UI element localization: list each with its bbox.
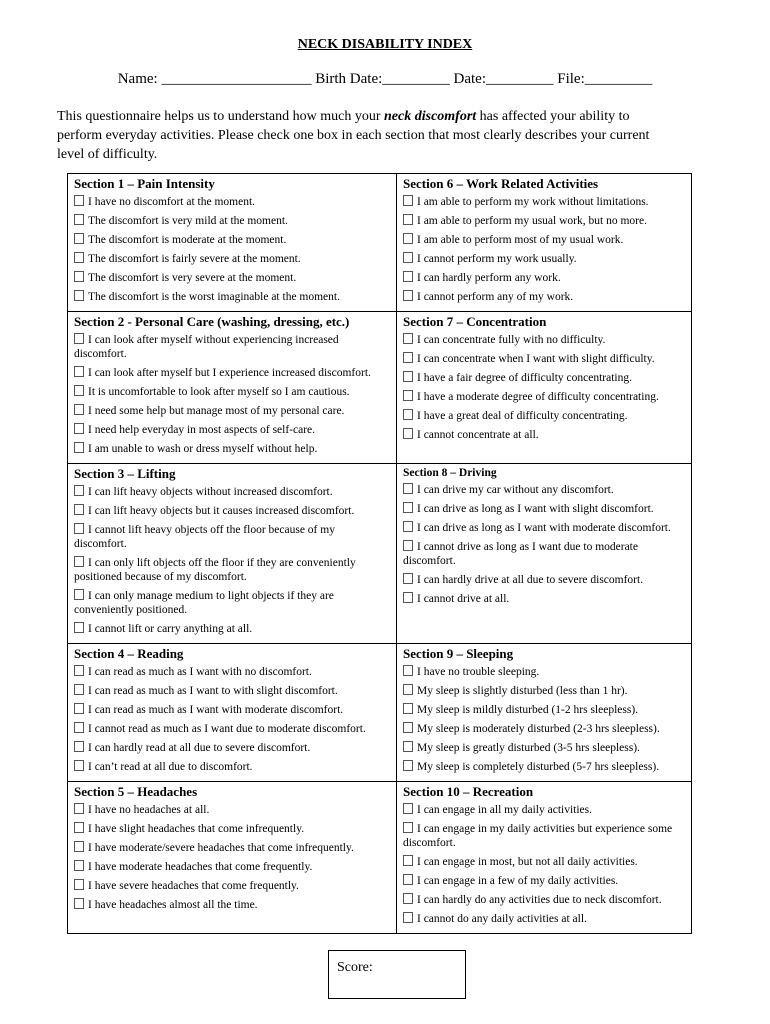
- checkbox-icon[interactable]: [403, 822, 413, 833]
- option-4-4[interactable]: I can hardly read at all due to severe discomfort.: [74, 741, 390, 755]
- option-8-4[interactable]: I can hardly drive at all due to severe discomfort.: [403, 573, 685, 587]
- intro-text-rest: has affected your ability to perform everyday activities. Please check one box in each section that most clearly describes your current level of difficulty.: [57, 109, 650, 162]
- sections-row: [68, 644, 692, 782]
- checkbox-icon[interactable]: [74, 195, 84, 206]
- option-9-0[interactable]: I have no trouble sleeping.: [403, 665, 685, 679]
- checkbox-icon[interactable]: [403, 703, 413, 714]
- checkbox-icon[interactable]: [403, 271, 413, 282]
- checkbox-icon[interactable]: [74, 684, 84, 695]
- checkbox-icon[interactable]: [403, 760, 413, 771]
- checkbox-icon[interactable]: [74, 404, 84, 415]
- option-5-0[interactable]: I have no headaches at all.: [74, 803, 390, 817]
- option-5-1[interactable]: I have slight headaches that come infrequently.: [74, 822, 390, 836]
- checkbox-icon[interactable]: [74, 214, 84, 225]
- checkbox-icon[interactable]: [74, 271, 84, 282]
- option-7-2[interactable]: I have a fair degree of difficulty concentrating.: [403, 371, 685, 385]
- checkbox-icon[interactable]: [403, 521, 413, 532]
- checkbox-icon[interactable]: [403, 665, 413, 676]
- sections-row: [68, 174, 692, 312]
- checkbox-icon[interactable]: [403, 540, 413, 551]
- option-7-0[interactable]: I can concentrate fully with no difficulty.: [403, 333, 685, 347]
- checkbox-icon[interactable]: [74, 822, 84, 833]
- checkbox-icon[interactable]: [74, 423, 84, 434]
- option-7-1[interactable]: I can concentrate when I want with slight difficulty.: [403, 352, 685, 366]
- section-title: Section 1 – Pain Intensity: [74, 176, 215, 191]
- checkbox-icon[interactable]: [74, 879, 84, 890]
- option-5-2[interactable]: I have moderate/severe headaches that come infrequently.: [74, 841, 390, 855]
- section-4: [68, 644, 397, 782]
- option-10-3[interactable]: I can engage in a few of my daily activities.: [403, 874, 685, 888]
- checkbox-icon[interactable]: [74, 233, 84, 244]
- section-1: [68, 174, 397, 312]
- checkbox-icon[interactable]: [74, 860, 84, 871]
- option-8-1[interactable]: I can drive as long as I want with slight discomfort.: [403, 502, 685, 516]
- checkbox-icon[interactable]: [403, 855, 413, 866]
- checkbox-icon[interactable]: [74, 385, 84, 396]
- option-9-1[interactable]: My sleep is slightly disturbed (less than 1 hr).: [403, 684, 685, 698]
- checkbox-icon[interactable]: [74, 703, 84, 714]
- option-1-1[interactable]: The discomfort is very mild at the moment.: [74, 214, 390, 228]
- section-6: [397, 174, 692, 312]
- checkbox-icon[interactable]: [403, 803, 413, 814]
- option-1-0[interactable]: I have no discomfort at the moment.: [74, 195, 390, 209]
- option-1-4[interactable]: The discomfort is very severe at the moment.: [74, 271, 390, 285]
- option-7-3[interactable]: I have a moderate degree of difficulty concentrating.: [403, 390, 685, 404]
- checkbox-icon[interactable]: [74, 366, 84, 377]
- checkbox-icon[interactable]: [403, 722, 413, 733]
- patient-info-line[interactable]: Name: ____________________ Birth Date:_________ Date:_________ File:_________: [117, 71, 653, 87]
- option-1-3[interactable]: The discomfort is fairly severe at the moment.: [74, 252, 390, 266]
- intro-text: This questionnaire helps us to understand how much your: [57, 109, 385, 124]
- option-8-0[interactable]: I can drive my car without any discomfort.: [403, 483, 685, 497]
- checkbox-icon[interactable]: [74, 589, 84, 600]
- option-2-5[interactable]: I am unable to wash or dress myself without help.: [74, 442, 390, 456]
- checkbox-icon[interactable]: [74, 841, 84, 852]
- checkbox-icon[interactable]: [403, 195, 413, 206]
- option-3-1[interactable]: I can lift heavy objects but it causes increased discomfort.: [74, 504, 390, 518]
- option-3-0[interactable]: I can lift heavy objects without increased discomfort.: [74, 485, 390, 499]
- option-3-2[interactable]: I cannot lift heavy objects off the floor because of my discomfort.: [74, 524, 335, 550]
- checkbox-icon[interactable]: [403, 684, 413, 695]
- option-4-2[interactable]: I can read as much as I want with moderate discomfort.: [74, 703, 390, 717]
- intro-paragraph: [57, 107, 677, 164]
- checkbox-icon[interactable]: [74, 622, 84, 633]
- option-6-2[interactable]: I am able to perform most of my usual work.: [403, 233, 685, 247]
- sections-table: [67, 173, 692, 934]
- section-10: [397, 782, 692, 934]
- option-10-4[interactable]: I can hardly do any activities due to neck discomfort.: [403, 893, 685, 907]
- checkbox-icon[interactable]: [403, 409, 413, 420]
- checkbox-icon[interactable]: [74, 504, 84, 515]
- checkbox-icon[interactable]: [403, 874, 413, 885]
- section-title: Section 6 – Work Related Activities: [403, 176, 599, 191]
- option-9-5[interactable]: My sleep is completely disturbed (5-7 hrs sleepless).: [403, 760, 685, 774]
- checkbox-icon[interactable]: [74, 442, 84, 453]
- section-5: [68, 782, 397, 934]
- option-6-4[interactable]: I can hardly perform any work.: [403, 271, 685, 285]
- option-6-0[interactable]: I am able to perform my work without limitations.: [403, 195, 685, 209]
- section-2: [68, 312, 397, 464]
- option-10-5[interactable]: I cannot do any daily activities at all.: [403, 912, 685, 926]
- section-title: Section 2 - Personal Care (washing, dressing, etc.): [74, 314, 350, 329]
- section-title: Section 5 – Headaches: [74, 784, 198, 799]
- option-8-3[interactable]: I cannot drive as long as I want due to moderate discomfort.: [403, 541, 638, 567]
- option-3-4[interactable]: I can only manage medium to light objects if they are conveniently positioned.: [74, 590, 334, 616]
- option-10-1[interactable]: I can engage in my daily activities but experience some discomfort.: [403, 823, 673, 849]
- option-1-5[interactable]: The discomfort is the worst imaginable at the moment.: [74, 290, 390, 304]
- checkbox-icon[interactable]: [403, 214, 413, 225]
- checkbox-icon[interactable]: [403, 390, 413, 401]
- checkbox-icon[interactable]: [403, 573, 413, 584]
- checkbox-icon[interactable]: [74, 485, 84, 496]
- checkbox-icon[interactable]: [403, 741, 413, 752]
- checkbox-icon[interactable]: [74, 523, 84, 534]
- option-8-2[interactable]: I can drive as long as I want with moderate discomfort.: [403, 521, 685, 535]
- option-2-4[interactable]: I need help everyday in most aspects of self-care.: [74, 423, 390, 437]
- section-3: [68, 464, 397, 644]
- option-9-2[interactable]: My sleep is mildly disturbed (1-2 hrs sleepless).: [403, 703, 685, 717]
- option-9-4[interactable]: My sleep is greatly disturbed (3-5 hrs sleepless).: [403, 741, 685, 755]
- option-4-5[interactable]: I can’t read at all due to discomfort.: [74, 760, 390, 774]
- option-4-3[interactable]: I cannot read as much as I want due to moderate discomfort.: [74, 722, 390, 736]
- page-title: NECK DISABILITY INDEX: [297, 37, 473, 52]
- section-8: [397, 464, 692, 644]
- option-5-5[interactable]: I have headaches almost all the time.: [74, 898, 390, 912]
- option-2-1[interactable]: I can look after myself but I experience increased discomfort.: [74, 366, 390, 380]
- section-title: Section 10 – Recreation: [403, 784, 534, 799]
- intro-emphasis: neck discomfort: [384, 109, 477, 124]
- sections-row: [68, 782, 692, 934]
- checkbox-icon[interactable]: [403, 912, 413, 923]
- option-10-2[interactable]: I can engage in most, but not all daily activities.: [403, 855, 685, 869]
- option-2-3[interactable]: I need some help but manage most of my personal care.: [74, 404, 390, 418]
- option-7-4[interactable]: I have a great deal of difficulty concentrating.: [403, 409, 685, 423]
- score-box[interactable]: [328, 950, 466, 999]
- checkbox-icon[interactable]: [74, 741, 84, 752]
- section-7: [397, 312, 692, 464]
- checkbox-icon[interactable]: [74, 898, 84, 909]
- score-label: Score:: [337, 960, 373, 975]
- checkbox-icon[interactable]: [403, 290, 413, 301]
- option-2-0[interactable]: I can look after myself without experiencing increased discomfort.: [74, 334, 339, 360]
- checkbox-icon[interactable]: [74, 803, 84, 814]
- option-3-5[interactable]: I cannot lift or carry anything at all.: [74, 622, 390, 636]
- checkbox-icon[interactable]: [74, 722, 84, 733]
- checkbox-icon[interactable]: [403, 428, 413, 439]
- checkbox-icon[interactable]: [74, 252, 84, 263]
- option-10-0[interactable]: I can engage in all my daily activities.: [403, 803, 685, 817]
- section-title: Section 9 – Sleeping: [403, 646, 514, 661]
- checkbox-icon[interactable]: [403, 252, 413, 263]
- section-9: [397, 644, 692, 782]
- checkbox-icon[interactable]: [74, 665, 84, 676]
- checkbox-icon[interactable]: [74, 290, 84, 301]
- option-6-1[interactable]: I am able to perform my usual work, but no more.: [403, 214, 685, 228]
- option-3-3[interactable]: I can only lift objects off the floor if they are conveniently positioned because of my discomfort.: [74, 557, 356, 583]
- checkbox-icon[interactable]: [74, 333, 84, 344]
- section-title: Section 3 – Lifting: [74, 466, 176, 481]
- option-6-3[interactable]: I cannot perform my work usually.: [403, 252, 685, 266]
- option-9-3[interactable]: My sleep is moderately disturbed (2-3 hrs sleepless).: [403, 722, 685, 736]
- option-8-5[interactable]: I cannot drive at all.: [403, 592, 685, 606]
- option-5-3[interactable]: I have moderate headaches that come frequently.: [74, 860, 390, 874]
- checkbox-icon[interactable]: [403, 233, 413, 244]
- checkbox-icon[interactable]: [403, 893, 413, 904]
- checkbox-icon[interactable]: [74, 556, 84, 567]
- checkbox-icon[interactable]: [403, 352, 413, 363]
- section-title: Section 7 – Concentration: [403, 314, 547, 329]
- option-4-1[interactable]: I can read as much as I want to with slight discomfort.: [74, 684, 390, 698]
- checkbox-icon[interactable]: [74, 760, 84, 771]
- section-title: Section 8 – Driving: [403, 467, 497, 479]
- checkbox-icon[interactable]: [403, 371, 413, 382]
- option-6-5[interactable]: I cannot perform any of my work.: [403, 290, 685, 304]
- option-2-2[interactable]: It is uncomfortable to look after myself so I am cautious.: [74, 385, 390, 399]
- option-7-5[interactable]: I cannot concentrate at all.: [403, 428, 685, 442]
- section-title: Section 4 – Reading: [74, 646, 184, 661]
- checkbox-icon[interactable]: [403, 592, 413, 603]
- option-5-4[interactable]: I have severe headaches that come frequently.: [74, 879, 390, 893]
- checkbox-icon[interactable]: [403, 502, 413, 513]
- option-1-2[interactable]: The discomfort is moderate at the moment.: [74, 233, 390, 247]
- checkbox-icon[interactable]: [403, 483, 413, 494]
- sections-row: [68, 464, 692, 644]
- option-4-0[interactable]: I can read as much as I want with no discomfort.: [74, 665, 390, 679]
- sections-row: [68, 312, 692, 464]
- checkbox-icon[interactable]: [403, 333, 413, 344]
